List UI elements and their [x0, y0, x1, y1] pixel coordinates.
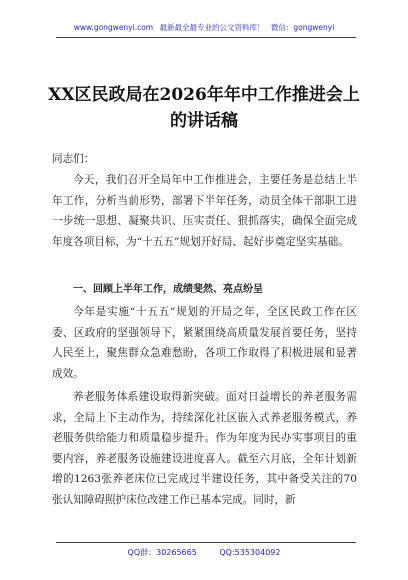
paragraph-elderly-care: 养老服务体系建设取得新突破。面对日益增长的养老服务需求，全局上下主动作为，持续深化社区嵌入式养老服务模式，养老服务供给能力和质量稳步提升。作为年度为民办实事项目的重要内容，养老服务设施建设进度喜人。截至六月底，全年计划新增的1263张养老床位已完成过半建设任务，其中备受关注的70张认知障碍照护床位改建工作已基本完成。同时，新: [52, 391, 357, 506]
page-footer: [0, 547, 408, 558]
footer-qq-group: QQ群：30265665: [127, 548, 197, 557]
paragraph-intro: 今天，我们召开全局年中工作推进会，主要任务是总结上半年工作，分析当前形势，部署下半年任务，动员全体干部职工进一步统一思想、凝聚共识、压实责任、狠抓落实，确保全面完成年度各项目标，为“十五五”规划开好局、起好步奠定坚实基础。: [52, 174, 357, 248]
page-header: [0, 22, 408, 33]
section-heading-1: 一、回顾上半年工作，成绩斐然、亮点纷呈: [73, 284, 263, 295]
header-divider: [56, 37, 356, 38]
header-slogan: 最新最全最专业的公文资料库！: [159, 23, 265, 32]
footer-qq: QQ:535304092: [219, 548, 281, 557]
document-title: XX区民政局在2026年年中工作推进会上的讲话稿: [48, 85, 360, 131]
paragraph-overview: 今年是实施“十五五”规划的开局之年，全区民政工作在区委、区政府的坚强领导下，紧紧围绕高质量发展首要任务，坚持人民至上，聚焦群众急难愁盼，各项工作取得了积极进展和显著成效。: [52, 306, 357, 380]
header-wechat: 微信：gongwenyi: [270, 23, 335, 32]
footer-divider: [56, 542, 356, 543]
header-website-link[interactable]: www.gongwenyi.com: [73, 23, 154, 32]
salutation: 同志们：: [52, 153, 95, 165]
